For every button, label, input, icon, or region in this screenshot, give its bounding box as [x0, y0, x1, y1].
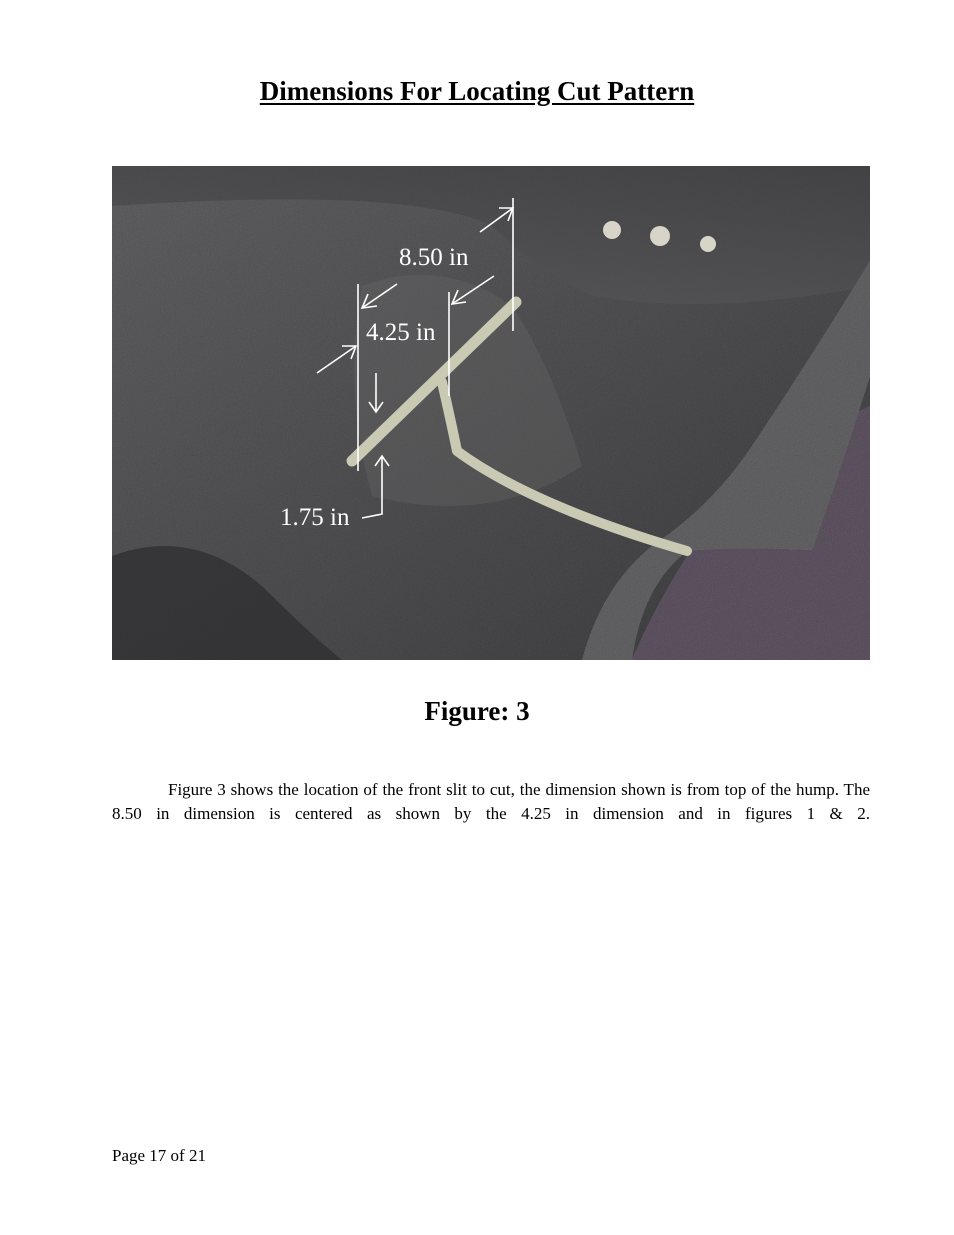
dimension-label-175: 1.75 in	[280, 504, 350, 531]
page-number: Page 17 of 21	[112, 1146, 206, 1165]
wall-hole	[603, 221, 621, 239]
wall-hole	[650, 226, 670, 246]
body-paragraph: Figure 3 shows the location of the front slit to cut, the dimension shown is from top of the hump. The 8.50 in dimension is centered as shown by the 4.25 in dimension and in figures 1 & 2.	[112, 780, 870, 823]
figure-caption: Figure: 3	[424, 696, 530, 726]
figure-photo	[112, 166, 870, 660]
dimension-label-850: 8.50 in	[399, 244, 469, 271]
dimension-label-425: 4.25 in	[366, 319, 436, 346]
wall-hole	[700, 236, 716, 252]
page-title: Dimensions For Locating Cut Pattern	[259, 76, 695, 106]
trunk-carpet-photo	[112, 166, 870, 660]
